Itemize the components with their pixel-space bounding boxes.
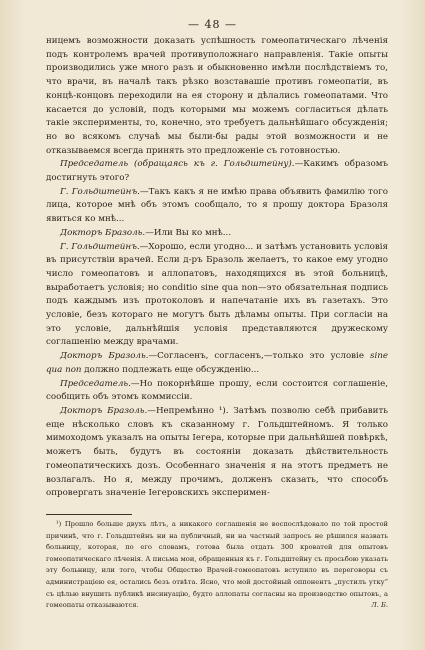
speaker-label: Г. Гольдштейнъ. xyxy=(60,241,140,252)
paragraph-text: —Такъ какъ я не имѣю права объявить фамилію того лица, которое мнѣ объ этомъ сообщало, то я прошу доктора Бразоля явиться ко мнѣ... xyxy=(46,186,388,225)
paragraph-text: —Непремѣнно ¹). Затѣмъ позволю себѣ прибавить еще нѣсколько словъ къ сказанному г. Гольдштейномъ. Я только мимоходомъ указалъ на опыты Іегера, которые при дальнѣйшей повѣркѣ, можетъ быть, будутъ въ состояніи доказать дѣйствительность гомеопатическихъ дозъ. Особеннаго значенія я на этотъ предметъ не возлагалъ. Но я, между прочимъ, долженъ сказать, что способъ опровергать значеніе Іегеровскихъ эксперимен- xyxy=(46,405,388,499)
main-text xyxy=(46,35,388,501)
paragraph-text: должно подлежать еще обсужденію... xyxy=(81,364,260,375)
paragraph xyxy=(46,227,388,241)
paragraph xyxy=(46,350,388,377)
speaker-label: sine qua non xyxy=(46,351,389,375)
paragraph xyxy=(46,158,388,185)
speaker-label: Председатель (обращаясь къ г. Гольдштейну). xyxy=(60,159,295,170)
paragraph xyxy=(46,35,388,158)
paragraph-text: —Но покорнѣйше прошу, если состоится соглашеніе, сообщить объ этомъ коммиссіи. xyxy=(46,378,388,403)
page-number: — 48 — xyxy=(188,18,237,31)
paragraph xyxy=(46,241,388,351)
paragraph xyxy=(46,378,388,405)
footnote-body: ¹) Прошло больше двухъ лѣтъ, а никакого соглашенія не воспослѣдовало по той простой причинѣ, что г. Гольдштейнъ ни на публичный, ни на частный запросъ не рѣшился назвать больницу, которая, по его словамъ, готова была отдать 300 кроватей для опытовъ гомеопатическаго лѣченія. А письма мои, обращенныя къ г. Гольдштейну съ просьбою указать эту больницу, или того, чтобы Общество Врачей-гомеопатовъ вступило въ переговоры съ администраціею ея, остались безъ отвѣта. Ясно, что мой достойный оппонентъ „пустилъ утку“ съ цѣлью внушить публикѣ инсинуацію, будто аллопаты согласны на производство опытовъ, а гомеопаты отказываются. xyxy=(46,520,388,610)
footnote-divider xyxy=(46,514,132,515)
paragraph xyxy=(46,405,388,501)
speaker-label: Докторъ Бразоль. xyxy=(60,351,149,362)
paragraph-text: ницемъ возможности доказать успѣшность гомеопатическаго лѣченія подъ контролемъ врачей противуположнаго направленія. Такіе опыты производились уже много разъ и обыкновенно имѣли послѣдствіемъ то, что врачи, въ началѣ такъ рѣзко возставашіе противъ гомеопатіи, въ концѣ-концовъ переходили на ея сторону и дѣлались гомеопатами. Что касается до условій, подъ которыми мы можемъ согласиться дѣлать такіе эксперименты, то, конечно, это требуетъ дальнѣйшаго обсужденія; но во всякомъ случаѣ мы были-бы рады этой возможности и не отказываемся всегда принять это предложеніе съ готовностью. xyxy=(46,36,388,156)
paragraph-text: —Согласенъ, согласенъ,—только это условіе xyxy=(148,351,371,362)
footnote-signature: Л. Б. xyxy=(371,601,388,610)
paragraph-text: —Какимъ образомъ достигнуть этого? xyxy=(46,159,389,184)
paragraph xyxy=(46,186,388,227)
paragraph-text: —Хорошо, если угодно... и затѣмъ установить условія въ присутствіи врачей. Если д-ръ Бразоль желаетъ, то какое ему угодно число гомеопатовъ и аллопатовъ, находящихся въ этой больницѣ, выработаетъ условія; но conditio sine qua non—это обязательная подпись подъ каждымъ изъ протоколовъ и напечатаніе ихъ въ газетахъ. Это условіе, безъ котораго не могутъ быть дѣламы опыты. При согласіи на это условіе, дальнѣйшія условія представляются дружескому соглашенію между врачами. xyxy=(46,241,388,348)
footnote xyxy=(46,519,388,612)
speaker-label: Докторъ Бразоль. xyxy=(60,405,148,416)
speaker-label: Докторъ Бразоль. xyxy=(60,227,146,238)
paragraph-text: —Или Вы ко мнѣ... xyxy=(145,227,232,238)
speaker-label: Г. Гольдштейнъ. xyxy=(60,186,140,197)
footnote-text xyxy=(46,519,388,612)
speaker-label: Председатель. xyxy=(60,378,131,389)
